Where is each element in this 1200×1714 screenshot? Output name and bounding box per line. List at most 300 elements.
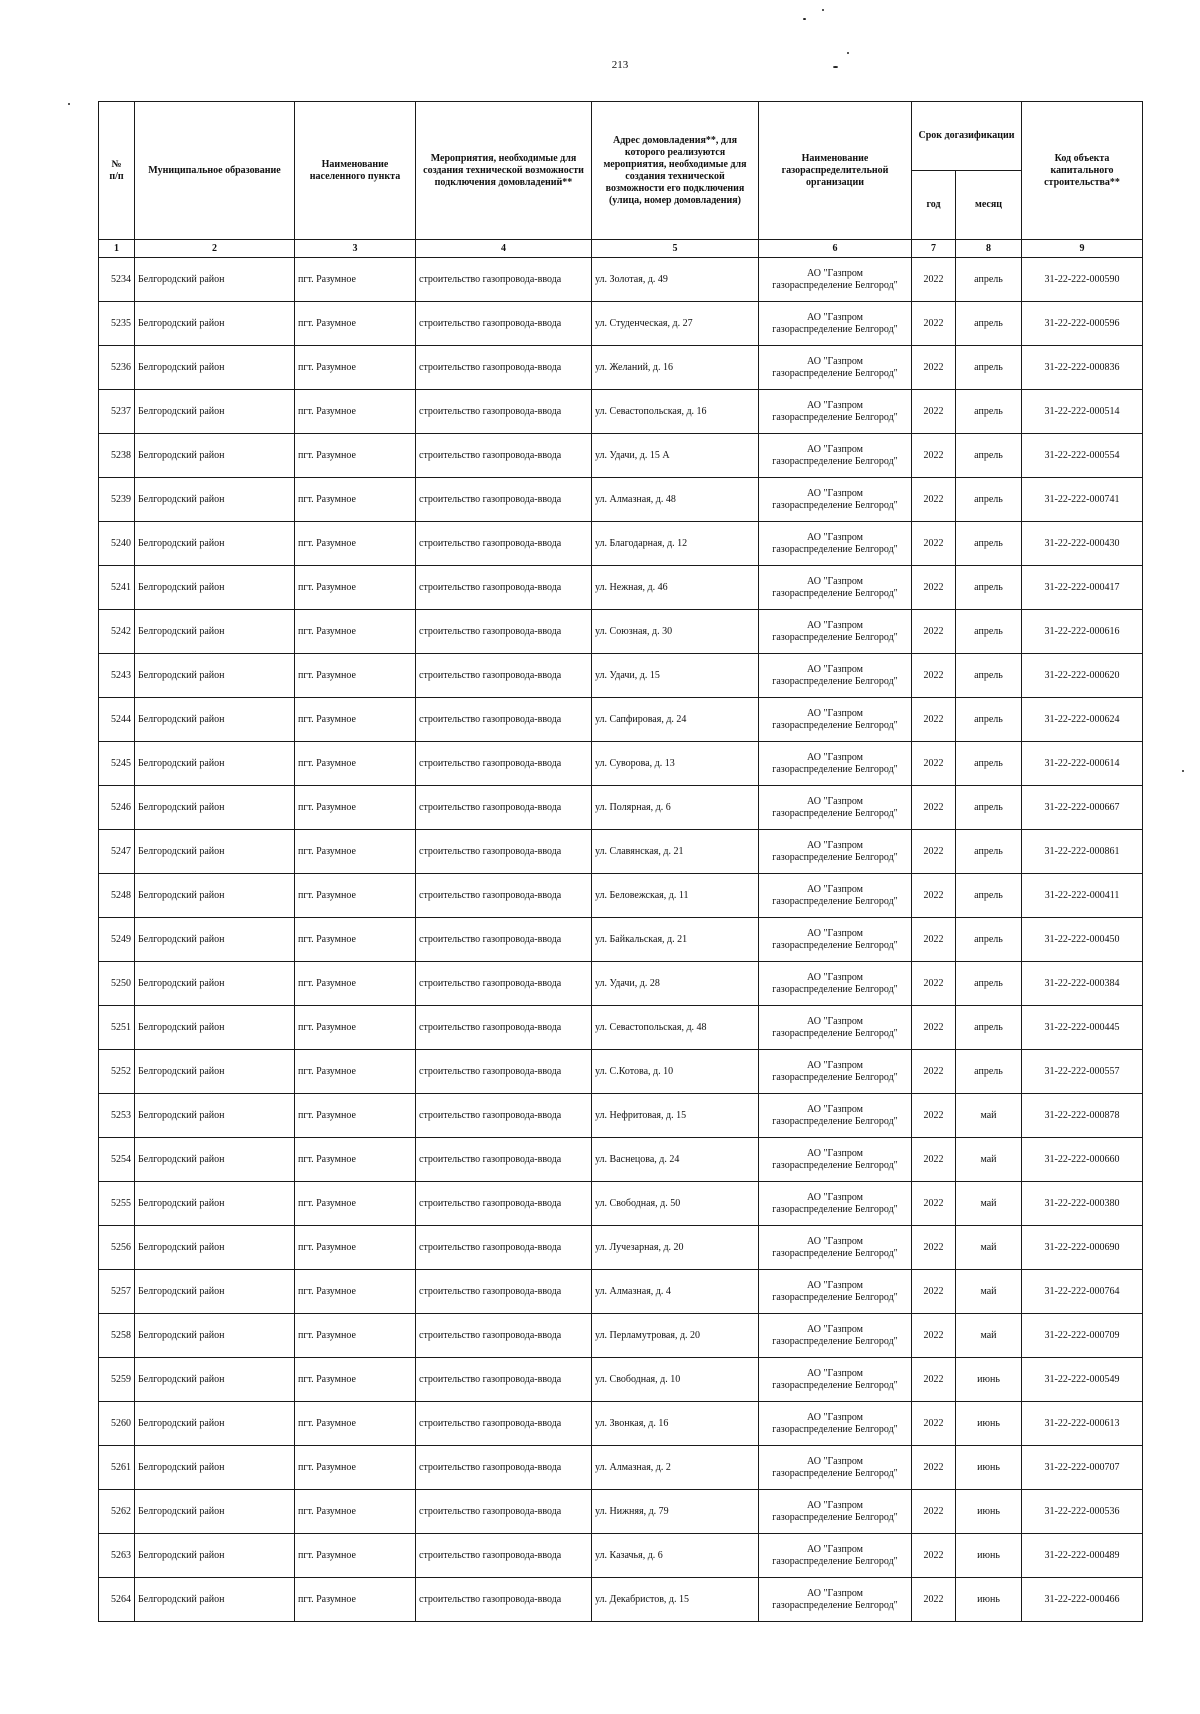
row-number: 5255 (99, 1182, 135, 1226)
row-number: 5240 (99, 522, 135, 566)
activity-cell: строительство газопровода-ввода (416, 874, 592, 918)
table-row (99, 346, 1143, 390)
activity-cell: строительство газопровода-ввода (416, 786, 592, 830)
row-number: 5235 (99, 302, 135, 346)
municipality-cell: Белгородский район (135, 918, 295, 962)
organization-line: АО "Газпром (807, 1235, 863, 1247)
table-row (99, 566, 1143, 610)
address-cell: ул. Свободная, д. 10 (592, 1358, 759, 1402)
activity-cell: строительство газопровода-ввода (416, 1358, 592, 1402)
organization-line: АО "Газпром (807, 267, 863, 279)
table-row (99, 1490, 1143, 1534)
header-code: Код объекта капитального строительства** (1022, 102, 1143, 240)
header-deadline: Срок догазификации (912, 102, 1022, 171)
header-month: месяц (956, 171, 1022, 240)
organization-line: АО "Газпром (807, 751, 863, 763)
municipality-cell: Белгородский район (135, 698, 295, 742)
header-activity: Мероприятия, необходимые для создания технической возможности подключения домовладений** (416, 102, 592, 240)
row-number: 5245 (99, 742, 135, 786)
organization-cell (759, 1402, 912, 1446)
locality-cell: пгт. Разумное (295, 1578, 416, 1622)
code-cell: 31-22-222-000741 (1022, 478, 1143, 522)
municipality-cell: Белгородский район (135, 1050, 295, 1094)
address-cell: ул. Нижняя, д. 79 (592, 1490, 759, 1534)
organization-cell (759, 830, 912, 874)
organization-line: АО "Газпром (807, 1543, 863, 1555)
header-locality: Наименование населенного пункта (295, 102, 416, 240)
locality-cell: пгт. Разумное (295, 1534, 416, 1578)
scan-speck (1182, 770, 1184, 772)
organization-line: АО "Газпром (807, 927, 863, 939)
row-number: 5263 (99, 1534, 135, 1578)
year-cell: 2022 (912, 1490, 956, 1534)
month-cell: апрель (956, 478, 1022, 522)
row-number: 5248 (99, 874, 135, 918)
scan-speck (847, 52, 849, 54)
code-cell: 31-22-222-000557 (1022, 1050, 1143, 1094)
code-cell: 31-22-222-000554 (1022, 434, 1143, 478)
code-cell: 31-22-222-000614 (1022, 742, 1143, 786)
organization-line: АО "Газпром (807, 883, 863, 895)
page-number: 213 (611, 59, 629, 71)
table-row (99, 1006, 1143, 1050)
municipality-cell: Белгородский район (135, 1358, 295, 1402)
organization-line: АО "Газпром (807, 1411, 863, 1423)
locality-cell: пгт. Разумное (295, 786, 416, 830)
organization-line: газораспределение Белгород" (772, 675, 898, 687)
activity-cell: строительство газопровода-ввода (416, 1490, 592, 1534)
municipality-cell: Белгородский район (135, 1138, 295, 1182)
month-cell: апрель (956, 698, 1022, 742)
row-number: 5238 (99, 434, 135, 478)
organization-line: газораспределение Белгород" (772, 1115, 898, 1127)
organization-line: АО "Газпром (807, 619, 863, 631)
organization-line: АО "Газпром (807, 971, 863, 983)
activity-cell: строительство газопровода-ввода (416, 1270, 592, 1314)
organization-cell (759, 698, 912, 742)
code-cell: 31-22-222-000690 (1022, 1226, 1143, 1270)
organization-line: газораспределение Белгород" (772, 1291, 898, 1303)
organization-cell (759, 786, 912, 830)
organization-cell (759, 390, 912, 434)
organization-line: газораспределение Белгород" (772, 543, 898, 555)
organization-line: газораспределение Белгород" (772, 323, 898, 335)
month-cell: май (956, 1314, 1022, 1358)
organization-cell (759, 1006, 912, 1050)
address-cell: ул. Байкальская, д. 21 (592, 918, 759, 962)
code-cell: 31-22-222-000536 (1022, 1490, 1143, 1534)
organization-cell (759, 1226, 912, 1270)
code-cell: 31-22-222-000764 (1022, 1270, 1143, 1314)
locality-cell: пгт. Разумное (295, 1006, 416, 1050)
organization-line: АО "Газпром (807, 1015, 863, 1027)
organization-cell (759, 1578, 912, 1622)
locality-cell: пгт. Разумное (295, 1094, 416, 1138)
organization-cell (759, 522, 912, 566)
table-row (99, 1270, 1143, 1314)
locality-cell: пгт. Разумное (295, 258, 416, 302)
year-cell: 2022 (912, 1270, 956, 1314)
row-number: 5234 (99, 258, 135, 302)
organization-line: газораспределение Белгород" (772, 587, 898, 599)
month-cell: июнь (956, 1578, 1022, 1622)
month-cell: апрель (956, 874, 1022, 918)
year-cell: 2022 (912, 786, 956, 830)
municipality-cell: Белгородский район (135, 830, 295, 874)
row-number: 5259 (99, 1358, 135, 1402)
year-cell: 2022 (912, 918, 956, 962)
address-cell: ул. Нефритовая, д. 15 (592, 1094, 759, 1138)
month-cell: апрель (956, 346, 1022, 390)
municipality-cell: Белгородский район (135, 1490, 295, 1534)
code-cell: 31-22-222-000878 (1022, 1094, 1143, 1138)
municipality-cell: Белгородский район (135, 610, 295, 654)
municipality-cell: Белгородский район (135, 390, 295, 434)
address-cell: ул. Благодарная, д. 12 (592, 522, 759, 566)
organization-cell (759, 1050, 912, 1094)
locality-cell: пгт. Разумное (295, 390, 416, 434)
organization-line: газораспределение Белгород" (772, 1467, 898, 1479)
month-cell: май (956, 1094, 1022, 1138)
locality-cell: пгт. Разумное (295, 478, 416, 522)
municipality-cell: Белгородский район (135, 1226, 295, 1270)
column-number: 1 (99, 240, 135, 258)
organization-line: газораспределение Белгород" (772, 367, 898, 379)
activity-cell: строительство газопровода-ввода (416, 434, 592, 478)
activity-cell: строительство газопровода-ввода (416, 962, 592, 1006)
address-cell: ул. Казачья, д. 6 (592, 1534, 759, 1578)
address-cell: ул. Удачи, д. 28 (592, 962, 759, 1006)
month-cell: май (956, 1226, 1022, 1270)
address-cell: ул. Декабристов, д. 15 (592, 1578, 759, 1622)
column-number: 2 (135, 240, 295, 258)
month-cell: апрель (956, 302, 1022, 346)
header-organization: Наименование газораспределительной организации (759, 102, 912, 240)
organization-line: АО "Газпром (807, 707, 863, 719)
year-cell: 2022 (912, 1578, 956, 1622)
organization-line: АО "Газпром (807, 1103, 863, 1115)
organization-cell (759, 1138, 912, 1182)
address-cell: ул. Перламутровая, д. 20 (592, 1314, 759, 1358)
table-row (99, 522, 1143, 566)
month-cell: июнь (956, 1534, 1022, 1578)
activity-cell: строительство газопровода-ввода (416, 698, 592, 742)
locality-cell: пгт. Разумное (295, 1138, 416, 1182)
organization-line: газораспределение Белгород" (772, 1379, 898, 1391)
municipality-cell: Белгородский район (135, 1006, 295, 1050)
municipality-cell: Белгородский район (135, 786, 295, 830)
activity-cell: строительство газопровода-ввода (416, 1050, 592, 1094)
table-row (99, 1314, 1143, 1358)
organization-line: газораспределение Белгород" (772, 499, 898, 511)
organization-cell (759, 962, 912, 1006)
organization-line: АО "Газпром (807, 1323, 863, 1335)
month-cell: апрель (956, 918, 1022, 962)
organization-cell (759, 742, 912, 786)
address-cell: ул. Желаний, д. 16 (592, 346, 759, 390)
locality-cell: пгт. Разумное (295, 1314, 416, 1358)
year-cell: 2022 (912, 874, 956, 918)
year-cell: 2022 (912, 654, 956, 698)
month-cell: июнь (956, 1490, 1022, 1534)
row-number: 5247 (99, 830, 135, 874)
address-cell: ул. Удачи, д. 15 А (592, 434, 759, 478)
locality-cell: пгт. Разумное (295, 522, 416, 566)
address-cell: ул. Алмазная, д. 48 (592, 478, 759, 522)
row-number: 5237 (99, 390, 135, 434)
organization-line: АО "Газпром (807, 1367, 863, 1379)
municipality-cell: Белгородский район (135, 1578, 295, 1622)
scan-speck (833, 66, 838, 68)
table-row (99, 1050, 1143, 1094)
address-cell: ул. Севастопольская, д. 48 (592, 1006, 759, 1050)
header-address: Адрес домовладения**, для которого реализуются мероприятия, необходимые для создания технической возможности его подключения (улица, номер домовладения) (592, 102, 759, 240)
month-cell: апрель (956, 830, 1022, 874)
organization-line: газораспределение Белгород" (772, 1071, 898, 1083)
scan-speck (822, 9, 824, 11)
table-row (99, 962, 1143, 1006)
month-cell: апрель (956, 1006, 1022, 1050)
table-row (99, 1446, 1143, 1490)
column-number-row (99, 240, 1143, 258)
municipality-cell: Белгородский район (135, 1094, 295, 1138)
organization-cell (759, 654, 912, 698)
organization-line: АО "Газпром (807, 1279, 863, 1291)
row-number: 5257 (99, 1270, 135, 1314)
organization-line: АО "Газпром (807, 839, 863, 851)
year-cell: 2022 (912, 1006, 956, 1050)
organization-line: АО "Газпром (807, 1059, 863, 1071)
organization-line: газораспределение Белгород" (772, 411, 898, 423)
municipality-cell: Белгородский район (135, 1402, 295, 1446)
municipality-cell: Белгородский район (135, 654, 295, 698)
header-row (99, 102, 1143, 171)
municipality-cell: Белгородский район (135, 522, 295, 566)
code-cell: 31-22-222-000613 (1022, 1402, 1143, 1446)
organization-cell (759, 1534, 912, 1578)
year-cell: 2022 (912, 1182, 956, 1226)
activity-cell: строительство газопровода-ввода (416, 1006, 592, 1050)
activity-cell: строительство газопровода-ввода (416, 1534, 592, 1578)
code-cell: 31-22-222-000836 (1022, 346, 1143, 390)
table-row (99, 1094, 1143, 1138)
municipality-cell: Белгородский район (135, 874, 295, 918)
year-cell: 2022 (912, 830, 956, 874)
year-cell: 2022 (912, 1402, 956, 1446)
code-cell: 31-22-222-000624 (1022, 698, 1143, 742)
row-number: 5264 (99, 1578, 135, 1622)
row-number: 5251 (99, 1006, 135, 1050)
code-cell: 31-22-222-000596 (1022, 302, 1143, 346)
locality-cell: пгт. Разумное (295, 874, 416, 918)
code-cell: 31-22-222-000466 (1022, 1578, 1143, 1622)
activity-cell: строительство газопровода-ввода (416, 610, 592, 654)
locality-cell: пгт. Разумное (295, 1270, 416, 1314)
municipality-cell: Белгородский район (135, 566, 295, 610)
organization-line: АО "Газпром (807, 355, 863, 367)
activity-cell: строительство газопровода-ввода (416, 742, 592, 786)
address-cell: ул. Васнецова, д. 24 (592, 1138, 759, 1182)
organization-line: газораспределение Белгород" (772, 1335, 898, 1347)
municipality-cell: Белгородский район (135, 478, 295, 522)
table-row (99, 1358, 1143, 1402)
year-cell: 2022 (912, 434, 956, 478)
municipality-cell: Белгородский район (135, 434, 295, 478)
code-cell: 31-22-222-000489 (1022, 1534, 1143, 1578)
address-cell: ул. Удачи, д. 15 (592, 654, 759, 698)
activity-cell: строительство газопровода-ввода (416, 830, 592, 874)
year-cell: 2022 (912, 1314, 956, 1358)
locality-cell: пгт. Разумное (295, 566, 416, 610)
activity-cell: строительство газопровода-ввода (416, 522, 592, 566)
address-cell: ул. Славянская, д. 21 (592, 830, 759, 874)
organization-line: газораспределение Белгород" (772, 939, 898, 951)
month-cell: апрель (956, 786, 1022, 830)
column-number: 5 (592, 240, 759, 258)
column-number: 7 (912, 240, 956, 258)
code-cell: 31-22-222-000450 (1022, 918, 1143, 962)
address-cell: ул. Сапфировая, д. 24 (592, 698, 759, 742)
activity-cell: строительство газопровода-ввода (416, 1402, 592, 1446)
organization-line: газораспределение Белгород" (772, 455, 898, 467)
row-number: 5246 (99, 786, 135, 830)
year-cell: 2022 (912, 302, 956, 346)
address-cell: ул. Алмазная, д. 4 (592, 1270, 759, 1314)
year-cell: 2022 (912, 962, 956, 1006)
code-cell: 31-22-222-000445 (1022, 1006, 1143, 1050)
column-number: 9 (1022, 240, 1143, 258)
month-cell: апрель (956, 610, 1022, 654)
row-number: 5249 (99, 918, 135, 962)
year-cell: 2022 (912, 566, 956, 610)
organization-cell (759, 1270, 912, 1314)
year-cell: 2022 (912, 258, 956, 302)
table-row (99, 1182, 1143, 1226)
activity-cell: строительство газопровода-ввода (416, 1446, 592, 1490)
row-number: 5241 (99, 566, 135, 610)
code-cell: 31-22-222-000514 (1022, 390, 1143, 434)
table-row (99, 786, 1143, 830)
organization-line: АО "Газпром (807, 795, 863, 807)
address-cell: ул. Алмазная, д. 2 (592, 1446, 759, 1490)
row-number: 5242 (99, 610, 135, 654)
year-cell: 2022 (912, 390, 956, 434)
organization-line: газораспределение Белгород" (772, 279, 898, 291)
address-cell: ул. Севастопольская, д. 16 (592, 390, 759, 434)
gasification-table (98, 101, 1143, 1622)
table-row (99, 1534, 1143, 1578)
table-row (99, 1402, 1143, 1446)
organization-line: АО "Газпром (807, 1455, 863, 1467)
activity-cell: строительство газопровода-ввода (416, 478, 592, 522)
code-cell: 31-22-222-000417 (1022, 566, 1143, 610)
year-cell: 2022 (912, 1446, 956, 1490)
code-cell: 31-22-222-000380 (1022, 1182, 1143, 1226)
table-body (99, 258, 1143, 1622)
address-cell: ул. Лучезарная, д. 20 (592, 1226, 759, 1270)
locality-cell: пгт. Разумное (295, 1358, 416, 1402)
organization-cell (759, 1182, 912, 1226)
row-number: 5253 (99, 1094, 135, 1138)
activity-cell: строительство газопровода-ввода (416, 1578, 592, 1622)
activity-cell: строительство газопровода-ввода (416, 390, 592, 434)
organization-line: газораспределение Белгород" (772, 1247, 898, 1259)
organization-cell (759, 478, 912, 522)
activity-cell: строительство газопровода-ввода (416, 566, 592, 610)
table-row (99, 874, 1143, 918)
table-row (99, 390, 1143, 434)
organization-cell (759, 346, 912, 390)
activity-cell: строительство газопровода-ввода (416, 1094, 592, 1138)
organization-line: АО "Газпром (807, 311, 863, 323)
row-number: 5258 (99, 1314, 135, 1358)
code-cell: 31-22-222-000620 (1022, 654, 1143, 698)
organization-cell (759, 874, 912, 918)
month-cell: апрель (956, 390, 1022, 434)
column-number: 6 (759, 240, 912, 258)
year-cell: 2022 (912, 478, 956, 522)
organization-line: АО "Газпром (807, 663, 863, 675)
table-row (99, 1138, 1143, 1182)
organization-cell (759, 302, 912, 346)
locality-cell: пгт. Разумное (295, 1402, 416, 1446)
table-row (99, 918, 1143, 962)
table-row (99, 654, 1143, 698)
row-number: 5256 (99, 1226, 135, 1270)
locality-cell: пгт. Разумное (295, 610, 416, 654)
year-cell: 2022 (912, 1094, 956, 1138)
code-cell: 31-22-222-000660 (1022, 1138, 1143, 1182)
organization-cell (759, 610, 912, 654)
activity-cell: строительство газопровода-ввода (416, 346, 592, 390)
organization-line: АО "Газпром (807, 487, 863, 499)
row-number: 5254 (99, 1138, 135, 1182)
code-cell: 31-22-222-000707 (1022, 1446, 1143, 1490)
activity-cell: строительство газопровода-ввода (416, 1226, 592, 1270)
organization-line: АО "Газпром (807, 443, 863, 455)
organization-cell (759, 258, 912, 302)
locality-cell: пгт. Разумное (295, 830, 416, 874)
organization-cell (759, 1490, 912, 1534)
code-cell: 31-22-222-000667 (1022, 786, 1143, 830)
organization-line: газораспределение Белгород" (772, 763, 898, 775)
activity-cell: строительство газопровода-ввода (416, 1182, 592, 1226)
organization-line: газораспределение Белгород" (772, 1027, 898, 1039)
header-municipality: Муниципальное образование (135, 102, 295, 240)
address-cell: ул. Свободная, д. 50 (592, 1182, 759, 1226)
organization-line: АО "Газпром (807, 575, 863, 587)
month-cell: май (956, 1270, 1022, 1314)
column-number: 8 (956, 240, 1022, 258)
activity-cell: строительство газопровода-ввода (416, 258, 592, 302)
code-cell: 31-22-222-000549 (1022, 1358, 1143, 1402)
organization-line: АО "Газпром (807, 1499, 863, 1511)
row-number: 5252 (99, 1050, 135, 1094)
row-number: 5236 (99, 346, 135, 390)
organization-line: газораспределение Белгород" (772, 895, 898, 907)
organization-line: газораспределение Белгород" (772, 983, 898, 995)
municipality-cell: Белгородский район (135, 1534, 295, 1578)
year-cell: 2022 (912, 610, 956, 654)
organization-cell (759, 1094, 912, 1138)
month-cell: апрель (956, 962, 1022, 1006)
locality-cell: пгт. Разумное (295, 654, 416, 698)
table-row (99, 1226, 1143, 1270)
month-cell: июнь (956, 1402, 1022, 1446)
month-cell: апрель (956, 1050, 1022, 1094)
code-cell: 31-22-222-000411 (1022, 874, 1143, 918)
year-cell: 2022 (912, 742, 956, 786)
